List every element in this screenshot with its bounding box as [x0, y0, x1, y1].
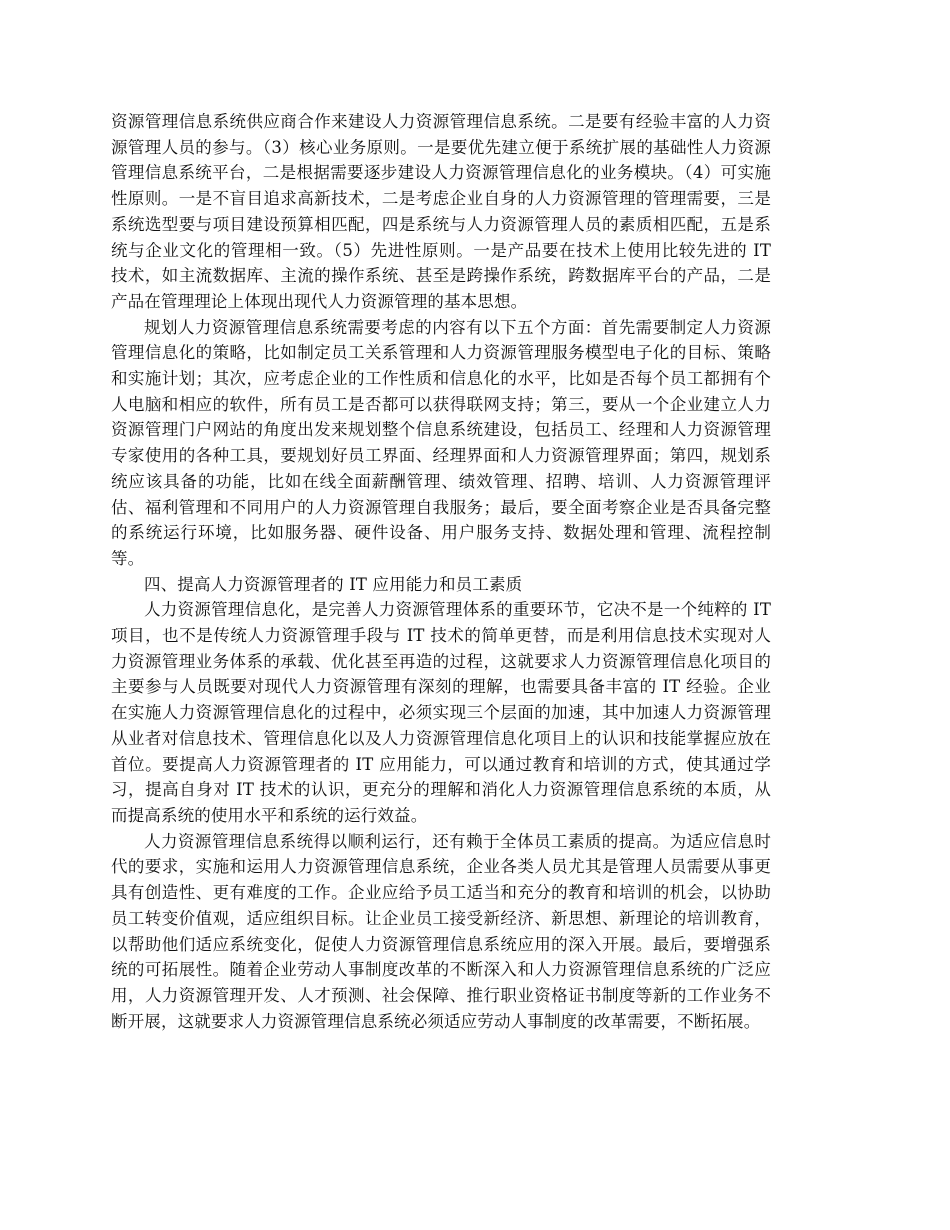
paragraph-staff-quality: 人力资源管理信息系统得以顺利运行，还有赖于全体员工素质的提高。为适应信息时代的要求，实施和运用人力资源管理信息系统，企业各类人员尤其是管理人员需要从事更具有创造性、更有难度的工作。企业应给予员工适当和充分的教育和培训的机会，以协助员工转变价值观，适应组织目标。让企业员工接受新经济、新思想、新理论的培训教育，以帮助他们适应系统变化，促使人力资源管理信息系统应用的深入开展。最后，要增强系统的可拓展性。随着企业劳动人事制度改革的不断深入和人力资源管理信息系统的广泛应用，人力资源管理开发、人才预测、社会保障、推行职业资格证书制度等新的工作业务不断开展，这就要求人力资源管理信息系统必须适应劳动人事制度的改革需要，不断拓展。 [111, 831, 771, 1031]
paragraph-system-planning: 规划人力资源管理信息系统需要考虑的内容有以下五个方面：首先需要制定人力资源管理信息化的策略，比如制定员工关系管理和人力资源管理服务模型电子化的目标、策略和实施计划；其次，应考虑企业的工作性质和信息化的水平，比如是否每个员工都拥有个人电脑和相应的软件，所有员工是否都可以获得联网支持；第三，要从一个企业建立人力资源管理门户网站的角度出发来规划整个信息系统建设，包括员工、经理和人力资源管理专家使用的各种工具，要规划好员工界面、经理界面和人力资源管理界面；第四，规划系统应该具备的功能，比如在线全面薪酬管理、绩效管理、招聘、培训、人力资源管理评估、福利管理和不同用户的人力资源管理自我服务；最后，要全面考察企业是否具备完整的系统运行环境，比如服务器、硬件设备、用户服务支持、数据处理和管理、流程控制等。 [111, 317, 771, 568]
paragraph-it-capability: 人力资源管理信息化，是完善人力资源管理体系的重要环节，它决不是一个纯粹的 IT 项目，也不是传统人力资源管理手段与 IT 技术的简单更替，而是利用信息技术实现对人力资源管理业务体系的承载、优化甚至再造的过程，这就要求人力资源管理信息化项目的主要参与人员既要对现代人力资源管理有深刻的理解，也需要具备丰富的 IT 经验。企业在实施人力资源管理信息化的过程中，必须实现三个层面的加速，其中加速人力资源管理从业者对信息技术、管理信息化以及人力资源管理信息化项目上的认识和技能掌握应放在首位。要提高人力资源管理者的 IT 应用能力，可以通过教育和培训的方式，使其通过学习，提高自身对 IT 技术的认识，更充分的理解和消化人力资源管理信息系统的本质，从而提高系统的使用水平和系统的运行效益。 [111, 600, 771, 825]
document-page [111, 109, 771, 1034]
section-heading: 四、提高人力资源管理者的 IT 应用能力和员工素质 [144, 574, 523, 594]
paragraph-principles: 资源管理信息系统供应商合作来建设人力资源管理信息系统。二是要有经验丰富的人力资源管理人员的参与。（3）核心业务原则。一是要优先建立便于系统扩展的基础性人力资源管理信息系统平台，二是根据需要逐步建设人力资源管理信息化的业务模块。（4）可实施性原则。一是不盲目追求高新技术，二是考虑企业自身的人力资源管理的管理需要，三是系统选型要与项目建设预算相匹配，四是系统与人力资源管理人员的素质相匹配，五是系统与企业文化的管理相一致。（5）先进性原则。一是产品要在技术上使用比较先进的 IT 技术，如主流数据库、主流的操作系统、甚至是跨操作系统，跨数据库平台的产品，二是产品在管理理论上体现出现代人力资源管理的基本思想。 [111, 112, 771, 311]
